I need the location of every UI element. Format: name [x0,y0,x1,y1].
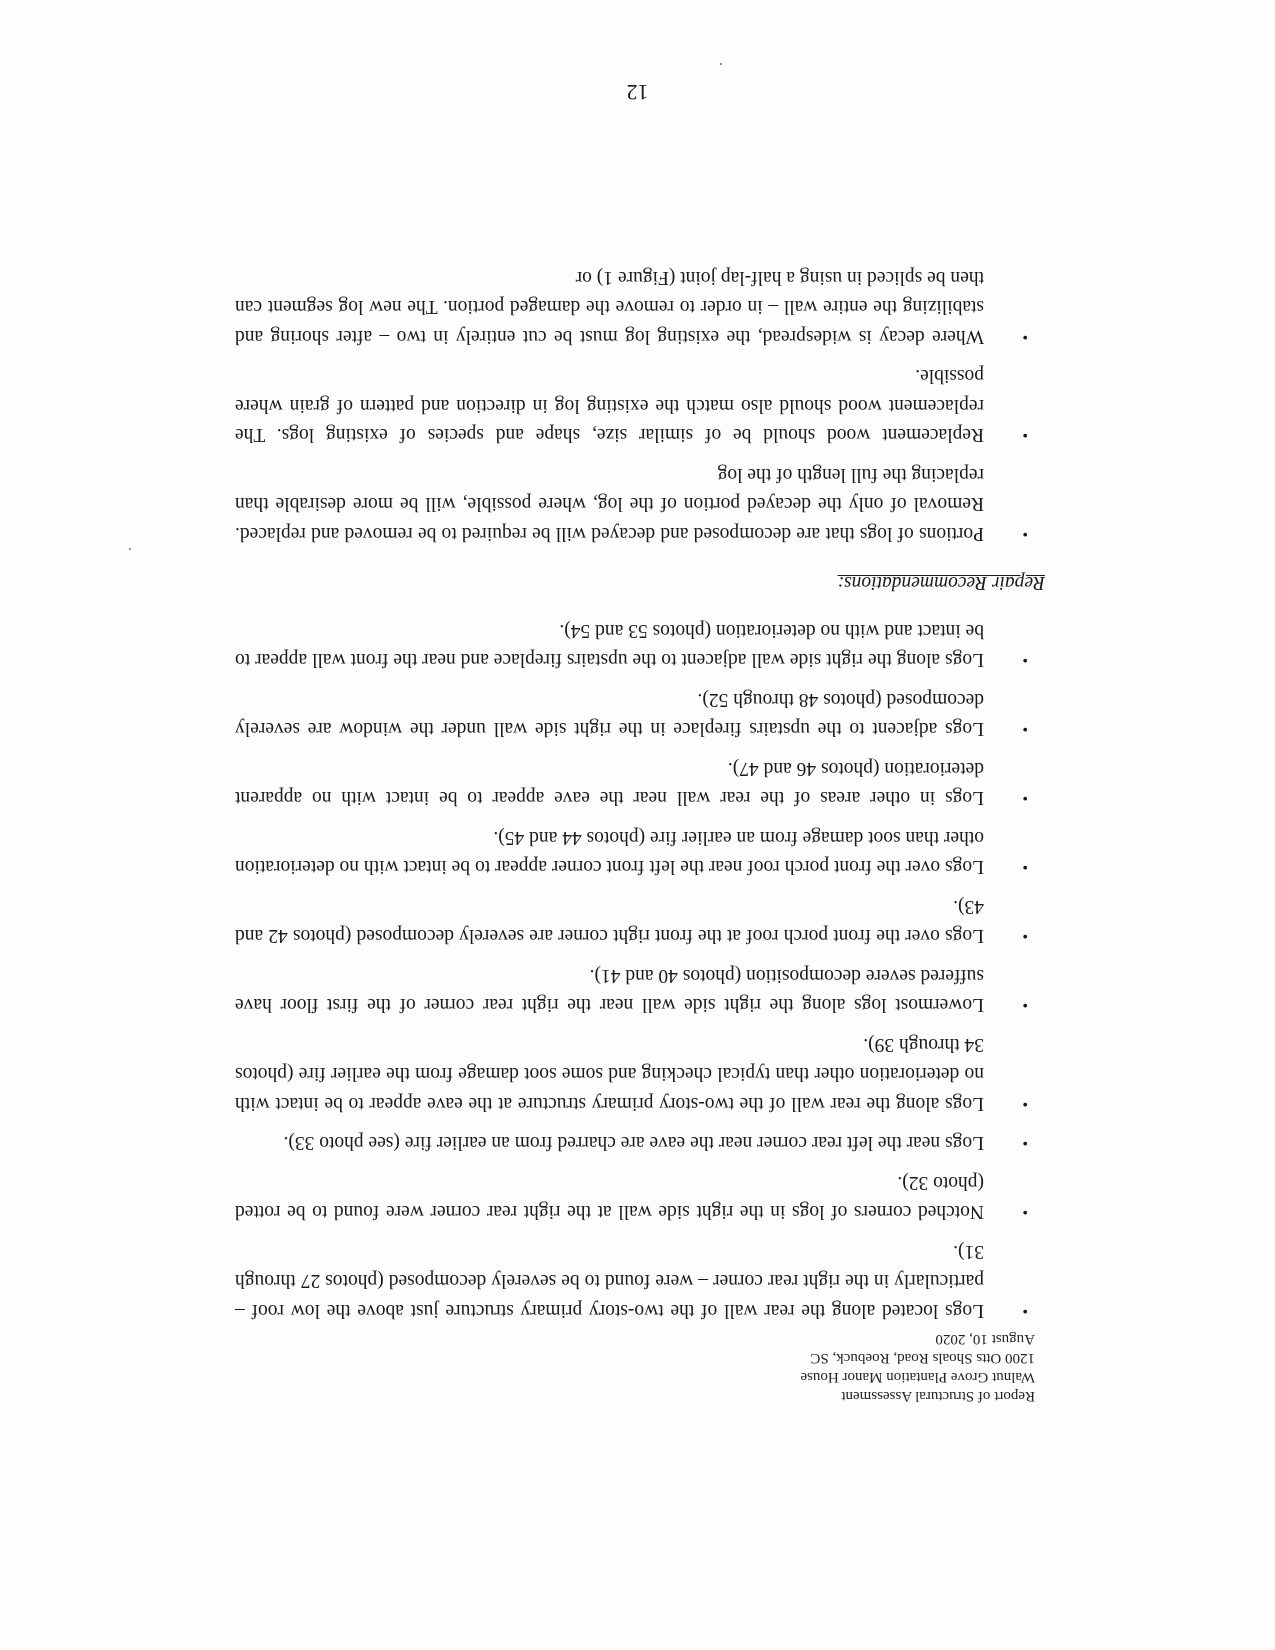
bullet-icon: • [1022,858,1028,876]
bullet-icon: • [1022,328,1028,345]
property-name: Walnut Grove Plantation Manor House [800,1369,1035,1385]
report-header [800,1329,1035,1405]
list-item: • Where decay is widespread, the existing log must be cut entirely in two – after shoring and stabilizing the entire wall – in order to remove the damaged portion. The new log segment can then be spliced in using a half-lap joint (Figure 1) or [235,263,1045,352]
list-item: • Logs over the front porch roof near the left front corner appear to be intact with no deterioration other than soot damage from an earlier fire (photos 44 and 45). [235,823,1045,882]
page-number: 12 [626,80,649,105]
list-item: • Logs in other areas of the rear wall near the eave appear to be intact with no apparent deterioration (photos 46 and 47). [235,754,1045,813]
repair-recommendations-heading: Repair Recommendations: [837,572,1045,594]
list-item: • Logs located along the rear wall of the two-story primary structure just above the low roof – particularly in the right rear corner – were found to be severely decomposed (photos 27 through 31). [235,1237,1045,1326]
list-item: • Logs along the right side wall adjacent to the upstairs fireplace and near the front wall appear to be intact and with no deterioration (photos 53 and 54). [235,616,1045,675]
bullet-icon: • [1022,426,1028,444]
recommendations-list [235,263,1045,549]
report-date: August 10, 2020 [935,1331,1035,1347]
bullet-icon: • [1022,1203,1028,1221]
list-item: • Logs along the rear wall of the two-story primary structure at the eave appear to be intact with no deterioration other than typical checking and some soot damage from the earlier fire (photos 34 through 39). [235,1030,1045,1119]
bullet-icon: • [1022,1134,1028,1152]
list-item: • Logs near the left rear corner near the eave are charred from an earlier fire (see photo 33). [235,1128,1045,1158]
property-address: 1200 Otts Shoals Road, Roebuck, SC [810,1350,1035,1366]
scan-speck [720,63,722,65]
list-item: • Portions of logs that are decomposed and decayed will be required to be removed and replaced. Removal of only the decayed portion of the log, where possible, will be more desirable than replacing the full length of the log [235,460,1045,549]
list-item: • Notched corners of logs in the right side wall at the right rear corner were found to be rotted (photo 32). [235,1168,1045,1227]
list-item: • Replacement wood should be of similar size, shape and species of existing logs. The replacement wood should also match the existing log in direction and pattern of grain where possible. [235,361,1045,450]
list-item: • Logs adjacent to the upstairs fireplace in the right side wall under the window are severely decomposed (photos 48 through 52). [235,685,1045,744]
report-title: Report of Structural Assessment [841,1388,1035,1404]
list-item: • Logs over the front porch roof at the front right corner are severely decomposed (photos 42 and 43). [235,892,1045,951]
bullet-icon: • [1022,1095,1028,1112]
bullet-icon: • [1022,927,1028,945]
scan-speck [129,548,131,550]
findings-list [235,616,1045,1326]
bullet-icon: • [1022,789,1028,807]
bullet-icon: • [1022,720,1028,738]
report-body [235,253,1045,1326]
bullet-icon: • [1022,651,1028,669]
list-item: • Lowermost logs along the right side wall near the right rear corner of the first floor have suffered severe decomposition (photos 40 and 41). [235,961,1045,1020]
bullet-icon: • [1022,996,1028,1014]
bullet-icon: • [1022,1302,1028,1319]
bullet-icon: • [1022,525,1028,542]
